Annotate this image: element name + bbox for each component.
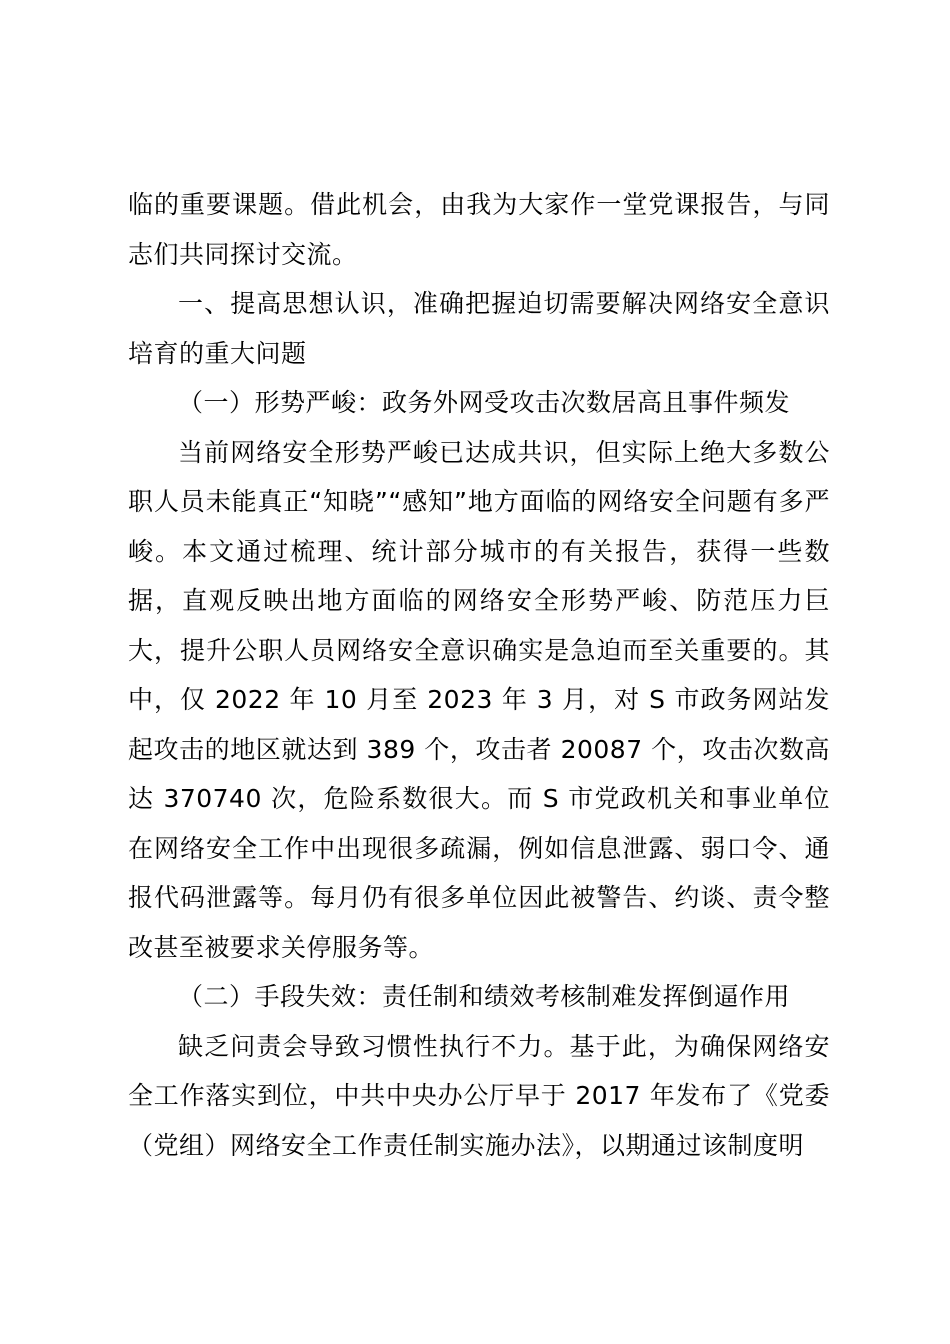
subsection-heading-1: （一）形势严峻：政务外网受攻击次数居高且事件频发 (178, 388, 791, 417)
document-body (128, 180, 830, 1170)
subsection-heading-2: （二）手段失效：责任制和绩效考核制难发挥倒逼作用 (178, 982, 791, 1011)
paragraph-continuation: 临的重要课题。借此机会，由我为大家作一堂党课报告，与同志们共同探讨交流。 (128, 190, 830, 269)
paragraph-situation: 当前网络安全形势严峻已达成共识，但实际上绝大多数公职人员未能真正“知晓”“感知”地方面临的网络安全问题有多严峻。本文通过梳理、统计部分城市的有关报告，获得一些数据，直观反映出地方面临的网络安全形势严峻、防范压力巨大，提升公职人员网络安全意识确实是急迫而至关重要的。其中，仅 2022 年 10 月至 2023 年 3 月，对 S 市政务网站发起攻击的地区就达到 389 个，攻击者 20087 个，攻击次数高达 370740 次，危险系数很大。而 S 市党政机关和事业单位在网络安全工作中出现很多疏漏，例如信息泄露、弱口令、通报代码泄露等。每月仍有很多单位因此被警告、约谈、责令整改甚至被要求关停服务等。 (128, 437, 830, 962)
paragraph-accountability: 缺乏问责会导致习惯性执行不力。基于此，为确保网络安全工作落实到位，中共中央办公厅早于 2017 年发布了《党委（党组）网络安全工作责任制实施办法》，以期通过该制度明 (128, 1031, 830, 1160)
section-heading-1: 一、提高思想认识，准确把握迫切需要解决网络安全意识培育的重大问题 (128, 289, 830, 368)
